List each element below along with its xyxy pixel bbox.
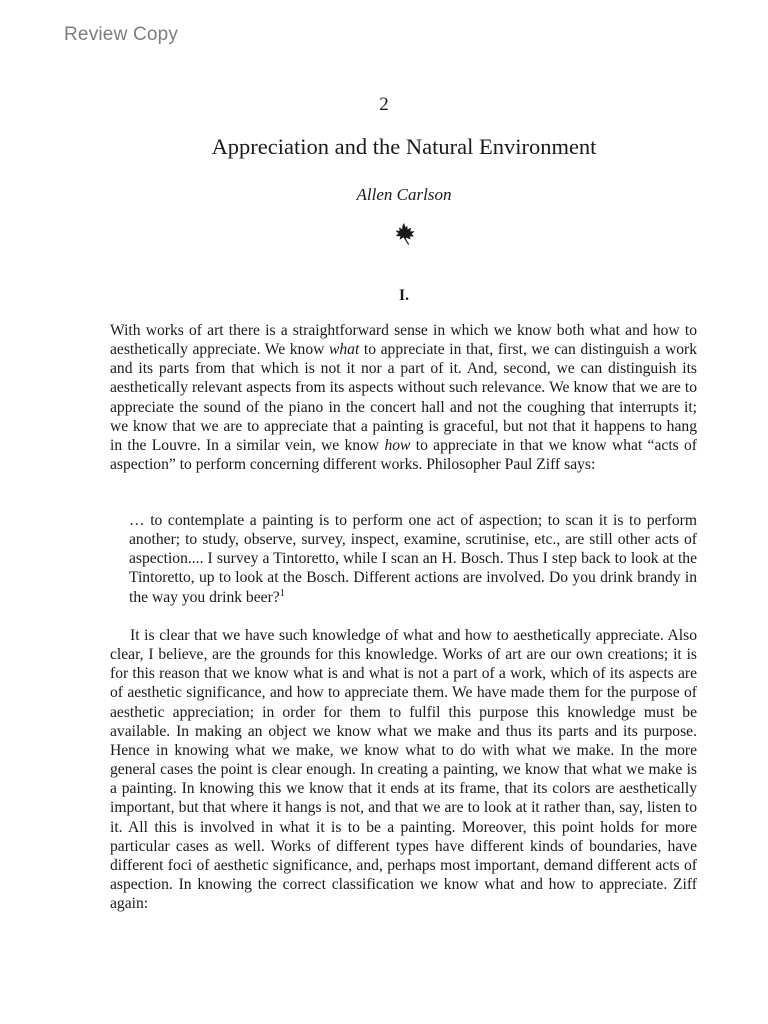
maple-leaf-icon (392, 221, 418, 247)
paragraph-1-emphasis-what: what (328, 341, 360, 359)
chapter-title: Appreciation and the Natural Environment (211, 134, 597, 159)
block-quote (129, 511, 697, 607)
paragraph-1-text-c: to appreciate in that we know what “acts of aspection” to perform concerning different works. Philosopher Paul Ziff says: (110, 436, 697, 474)
footnote-marker: 1 (279, 587, 285, 599)
paragraph-2: It is clear that we have such knowledge of what and how to aesthetically appreciate. Also clear, I believe, are the grounds for this knowledge. Works of art are our own creations; it is for this reason that we know what is and what is not a part of a work, which of its aspects are of aesthetic significance, and how to appreciate them. We have made them for the purpose of aesthetic appreciation; in order for them to fulfil this purpose this knowledge must be available. In making an object we know what we make and thus its parts and its purpose. Hence in knowing what we make, we know what to do with what we make. In the more general cases the point is clear enough. In creating a painting, we know that what we make is a painting. In knowing this we know that it ends at its frame, that its colors are aesthetically important, but that where it hangs is not, and that we are to look at it rather than, say, listen to it. All this is involved in what it is to be a painting. Moreover, this point holds for more particular cases as well. Works of different types have different kinds of boundaries, have different foci of aesthetic significance, and, perhaps most important, demand different acts of aspection. In knowing the correct classification we know what and how to appreciate. Ziff again: (110, 627, 697, 913)
chapter-author: Allen Carlson (356, 185, 452, 204)
paragraph-1-emphasis-how: how (384, 436, 411, 454)
paragraph-1 (110, 321, 697, 474)
section-heading: I. (399, 287, 409, 304)
paragraph-1-text-a: With works of art there is a straightforward sense in which we know both what and how to aesthetically appreciate. We know (110, 322, 697, 359)
chapter-number: 2 (379, 94, 389, 115)
block-quote-text: … to contemplate a painting is to perform one act of aspection; to scan it is to perform another; to study, observe, survey, inspect, examine, scrutinise, etc., are still other acts of aspection.... I survey a Tintoretto, while I scan an H. Bosch. Thus I step back to look at the Tintoretto, up to look at the Bosch. Different actions are involved. Do you drink brandy in the way you drink beer? (129, 512, 697, 606)
review-copy-watermark: Review Copy (64, 24, 179, 45)
paragraph-1-text-b: to appreciate in that, first, we can distinguish a work and its parts from that which is not it nor a part of it. And, second, we can distinguish its aesthetically relevant aspects from its aspects without such relevance. We know that we are to appreciate the sound of the piano in the concert hall and not the coughing that interrupts it; we know that we are to appreciate that a painting is graceful, but not that it happens to hang in the Louvre. In a similar vein, we know (110, 341, 697, 454)
